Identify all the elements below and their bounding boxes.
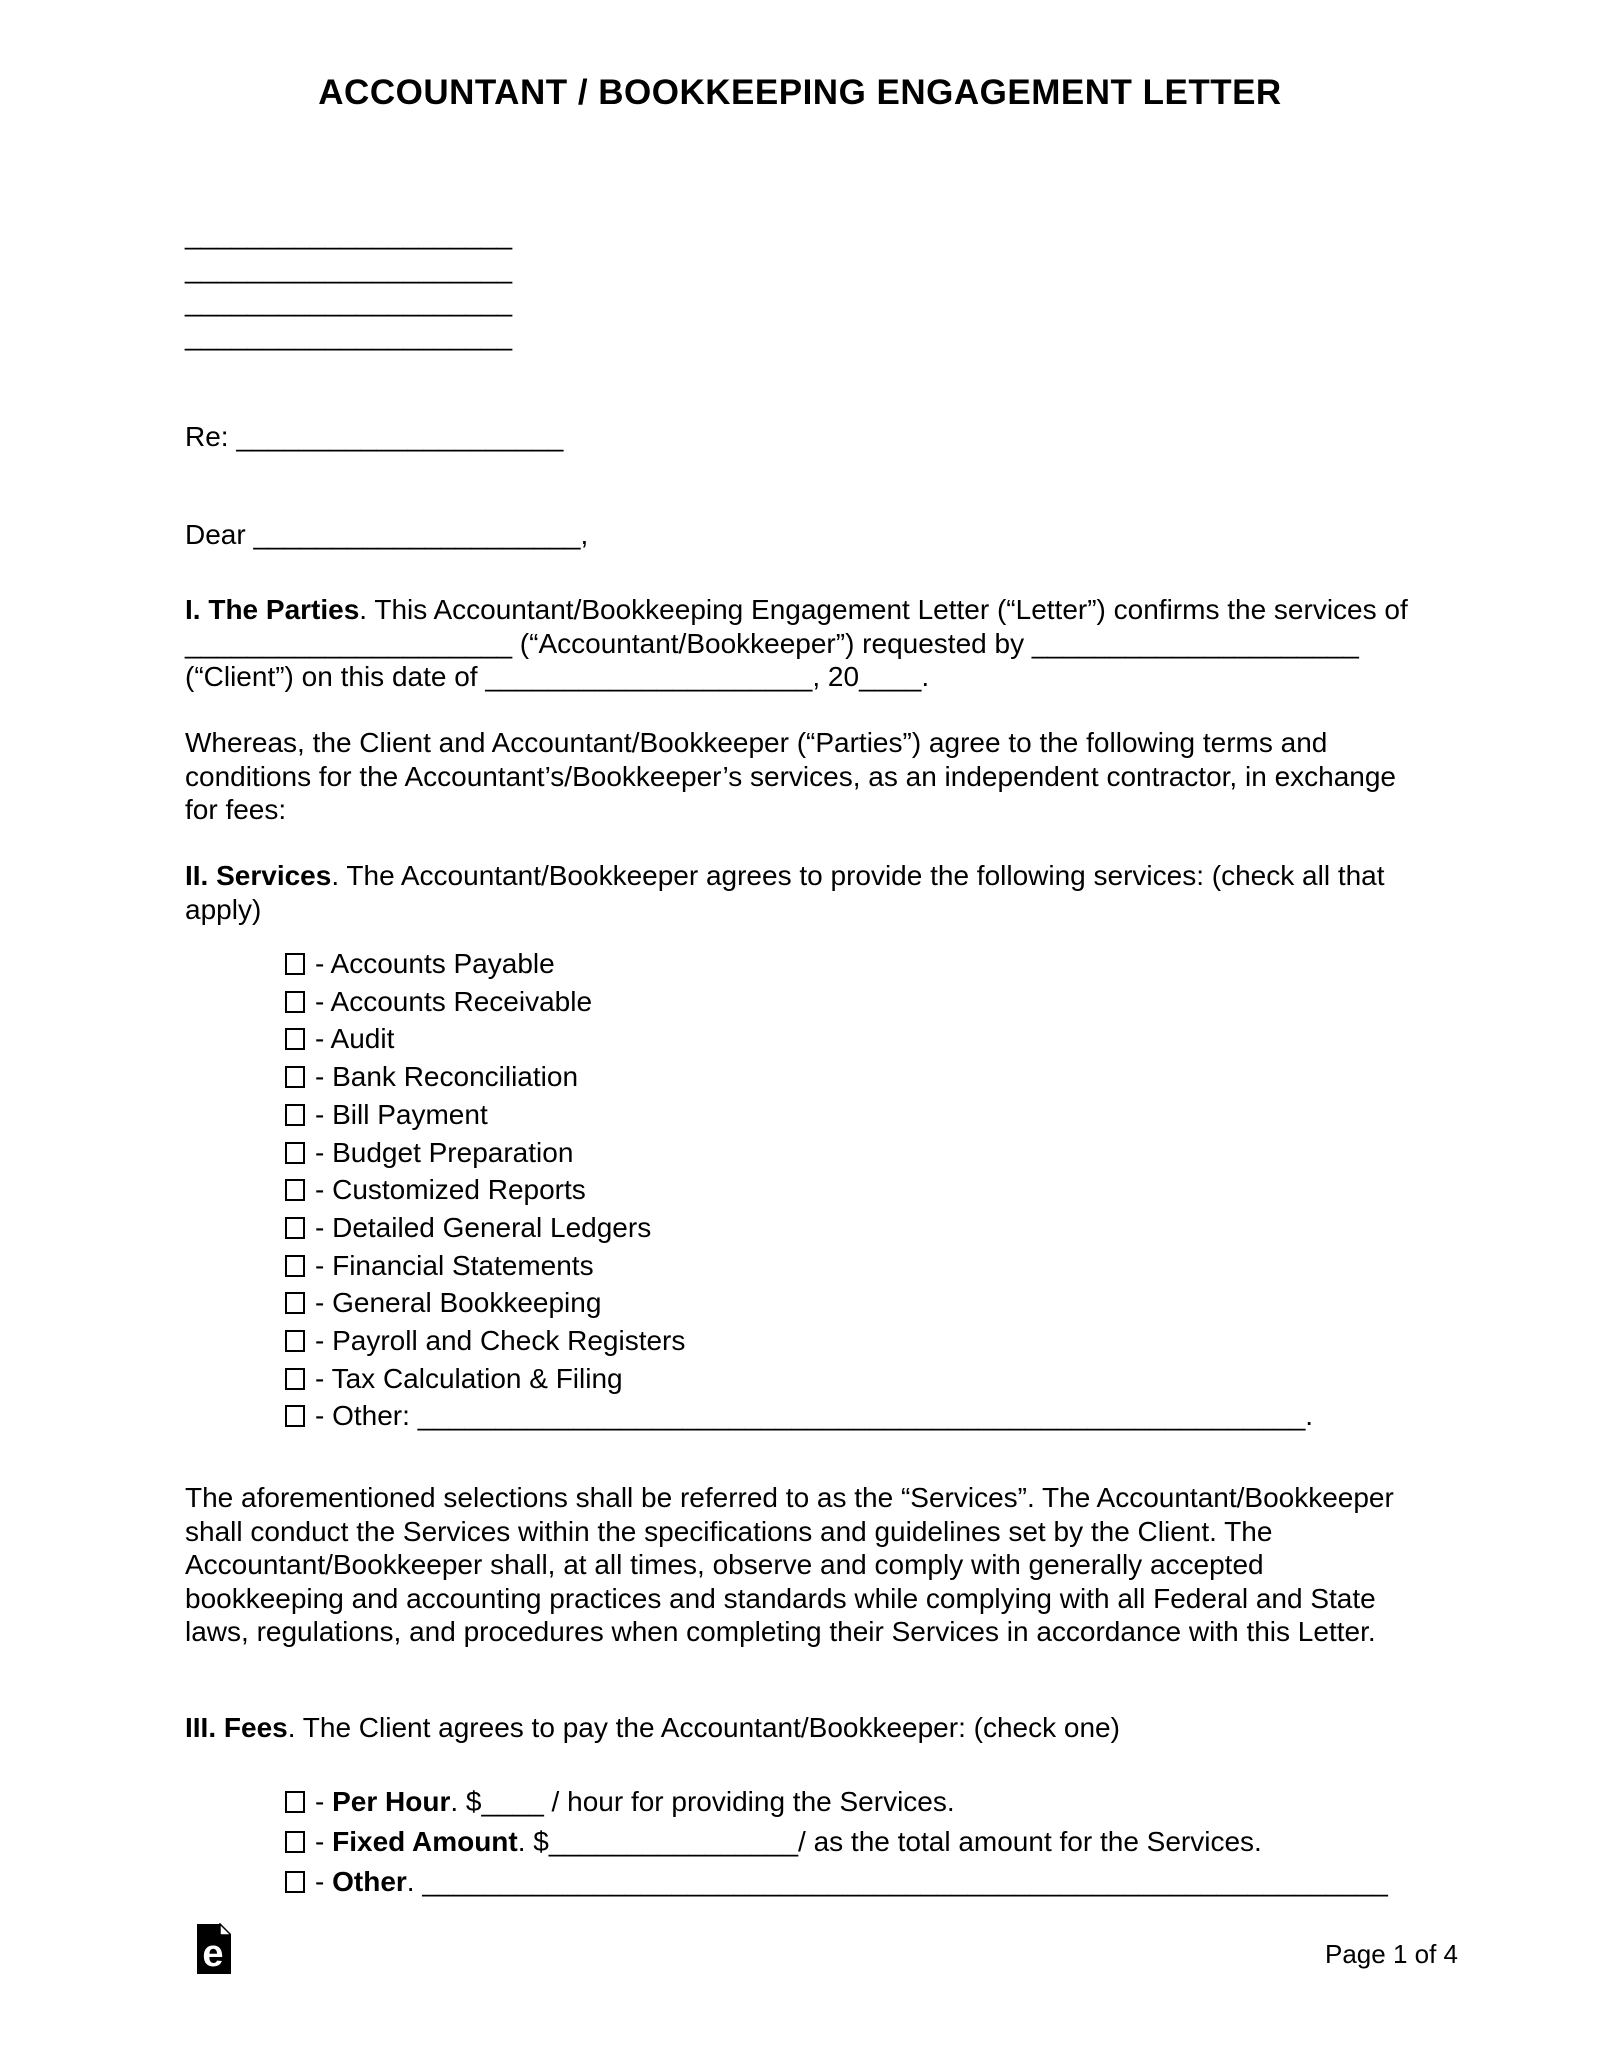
fees-intro-text: . The Client agrees to pay the Accountant/Bookkeeper: (check one) [287, 1712, 1120, 1743]
services-checklist [285, 945, 1313, 1435]
services-note-paragraph: The aforementioned selections shall be referred to as the “Services”. The Accountant/Bookkeeper shall conduct the Services within the specifications and guidelines set by the Client. The Accountant/Bookkeeper shall, at all times, observe and comply with generally accepted bookkeeping and accounting practices and standards while complying with all Federal and State laws, regulations, and procedures when completing their Services in accordance with this Letter. [185, 1482, 1394, 1647]
logo-letter: e [202, 1933, 224, 1975]
service-item [285, 1247, 1313, 1285]
fee-option-text: . $____ / hour for providing the Services. [450, 1786, 955, 1817]
fee-option-dash: - [315, 1826, 333, 1857]
service-item [285, 1209, 1313, 1247]
service-item-label: - General Bookkeeping [315, 1287, 602, 1319]
service-item [285, 945, 1313, 983]
service-item-label: - Other: _________________________________________________________. [315, 1400, 1314, 1432]
fee-option-other [285, 1862, 1388, 1902]
section-heading-services: II. Services [185, 860, 332, 891]
service-item [285, 1058, 1313, 1096]
checkbox-icon[interactable] [285, 1405, 305, 1427]
re-blank[interactable]: _____________________ [236, 421, 564, 452]
checkbox-icon[interactable] [285, 1217, 305, 1239]
checkbox-icon[interactable] [285, 1791, 305, 1813]
checkbox-icon[interactable] [285, 1292, 305, 1314]
fee-option-label: Other [332, 1866, 407, 1897]
checkbox-icon[interactable] [285, 1028, 305, 1050]
salutation-label: Dear [185, 519, 246, 550]
document-title: ACCOUNTANT / BOOKKEEPING ENGAGEMENT LETTER [318, 73, 1282, 112]
parties-body-text: . This Accountant/Bookkeeping Engagement Letter (“Letter”) confirms the services of _____________________ (“Accountant/Bookkeeper”) requested by _____________________ (“Client”) on this date of _____________________, 20____. [185, 594, 1408, 692]
fee-option-text: . ______________________________________________________________ [406, 1866, 1388, 1897]
checkbox-icon[interactable] [285, 1179, 305, 1201]
checkbox-icon[interactable] [285, 1330, 305, 1352]
fee-option-text: . $________________/ as the total amount for the Services. [517, 1826, 1262, 1857]
checkbox-icon[interactable] [285, 1142, 305, 1164]
fee-option-dash: - [315, 1866, 333, 1897]
service-item [285, 1171, 1313, 1209]
letterhead-blank-line[interactable]: _____________________ [185, 219, 513, 250]
section-heading-fees: III. Fees [185, 1712, 288, 1743]
checkbox-icon[interactable] [285, 1255, 305, 1277]
page-number-label: Page 1 of 4 [1325, 1939, 1458, 1969]
service-item [285, 1020, 1313, 1058]
checkbox-icon[interactable] [285, 991, 305, 1013]
re-label: Re: [185, 421, 229, 452]
service-item [285, 1360, 1313, 1398]
service-item-label: - Accounts Receivable [315, 985, 593, 1017]
service-item [285, 1322, 1313, 1360]
salutation-blank[interactable]: _____________________, [253, 519, 589, 550]
service-item-label: - Tax Calculation & Filing [315, 1362, 623, 1394]
service-item-label: - Bill Payment [315, 1098, 488, 1130]
parties-paragraph [185, 593, 1420, 694]
salutation-line [185, 518, 588, 552]
letterhead-blank-line[interactable]: _____________________ [185, 319, 513, 351]
fee-option-label: Per Hour [332, 1786, 451, 1817]
checkbox-icon[interactable] [285, 1871, 305, 1893]
service-item [285, 983, 1313, 1021]
fee-option-label: Fixed Amount [332, 1826, 518, 1857]
section-heading-parties: I. The Parties [185, 594, 360, 625]
re-line [185, 420, 563, 454]
document-page-glyph [197, 1923, 231, 1975]
fee-option-dash: - [315, 1786, 333, 1817]
checkbox-icon[interactable] [285, 953, 305, 975]
fees-paragraph [185, 1711, 1420, 1745]
service-item-label: - Audit [315, 1023, 395, 1055]
service-item-label: - Customized Reports [315, 1174, 586, 1206]
letterhead-blank-line[interactable]: _____________________ [185, 286, 513, 317]
service-item [285, 1284, 1313, 1322]
fee-option-fixed-amount [285, 1822, 1388, 1862]
fees-options [285, 1782, 1388, 1902]
service-item-label: - Payroll and Check Registers [315, 1325, 686, 1357]
service-item-label: - Budget Preparation [315, 1136, 574, 1168]
fee-option-per-hour [285, 1782, 1388, 1822]
letterhead-blank-line[interactable]: _____________________ [185, 252, 513, 284]
checkbox-icon[interactable] [285, 1368, 305, 1390]
service-item-label: - Financial Statements [315, 1249, 594, 1281]
letterhead-blanks [185, 218, 512, 352]
eforms-logo-icon [197, 1923, 231, 1975]
checkbox-icon[interactable] [285, 1066, 305, 1088]
services-paragraph [185, 859, 1420, 926]
service-item-other [285, 1397, 1313, 1435]
checkbox-icon[interactable] [285, 1104, 305, 1126]
service-item-label: - Bank Reconciliation [315, 1061, 579, 1093]
whereas-paragraph: Whereas, the Client and Accountant/Bookkeeper (“Parties”) agree to the following terms and conditions for the Accountant’s/Bookkeeper’s services, as an independent contractor, in exchange for fees: [185, 727, 1396, 825]
service-item-label: - Detailed General Ledgers [315, 1211, 652, 1243]
service-item [285, 1096, 1313, 1134]
service-item [285, 1134, 1313, 1172]
checkbox-icon[interactable] [285, 1831, 305, 1853]
services-intro-text: . The Accountant/Bookkeeper agrees to provide the following services: (check all that apply) [185, 860, 1385, 925]
service-item-label: - Accounts Payable [315, 948, 555, 979]
